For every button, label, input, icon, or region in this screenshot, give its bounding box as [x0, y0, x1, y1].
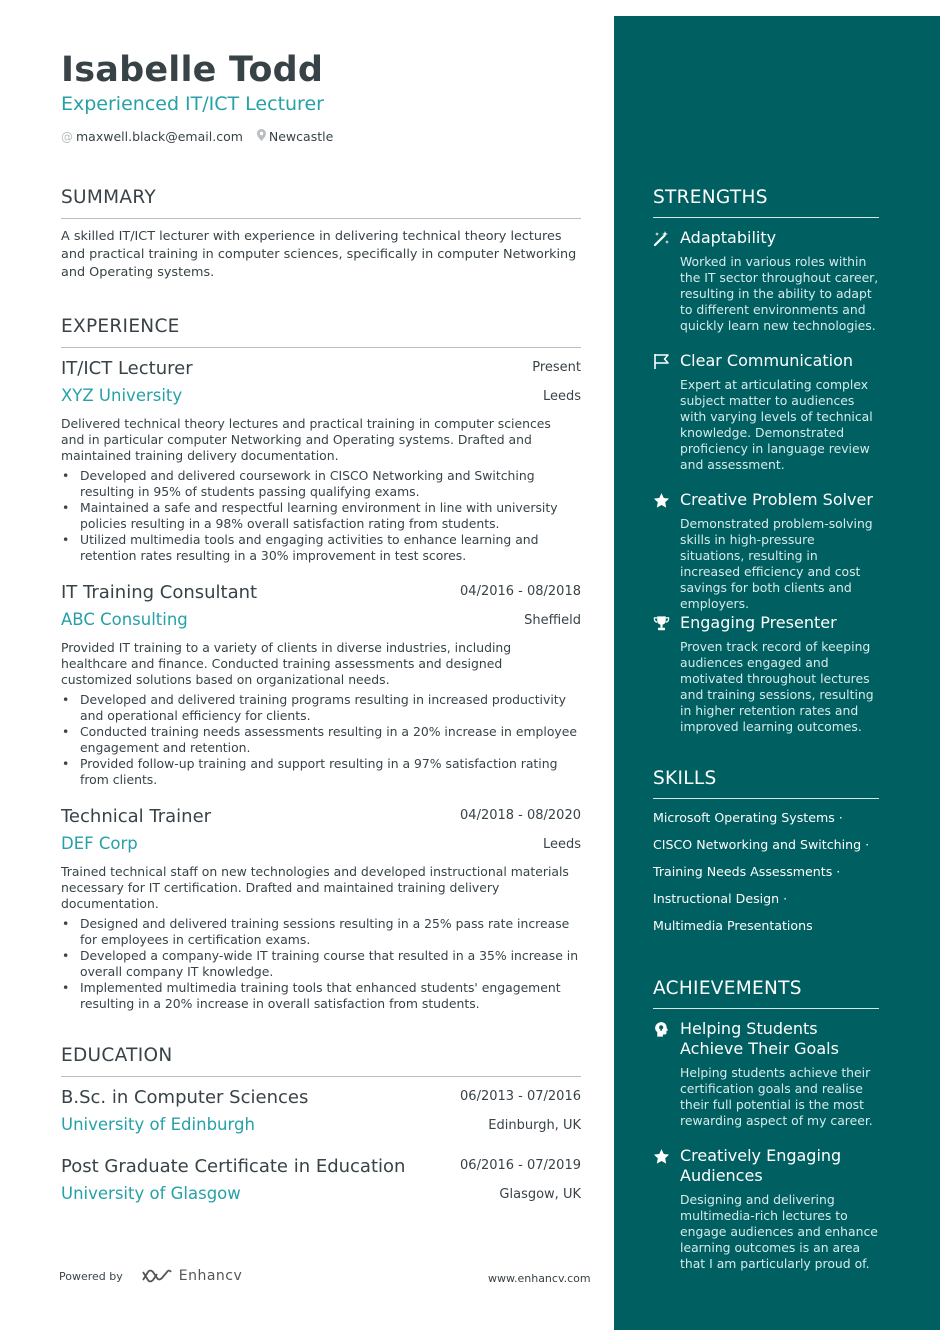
strength-title: Adaptability — [680, 228, 777, 247]
job-title: Technical Trainer — [61, 806, 212, 827]
experience-divider — [61, 347, 581, 348]
job-company: DEF Corp — [61, 834, 138, 853]
skill-item: Instructional Design · — [653, 891, 788, 906]
job-bullet: • Designed and delivered training sessions resulting in a 25% pass rate increase for employees in certification exams. — [61, 916, 581, 948]
achievements-divider — [653, 1008, 879, 1009]
email-text: maxwell.black@email.com — [76, 129, 243, 144]
school-name: University of Glasgow — [61, 1184, 241, 1203]
contact-info — [61, 129, 347, 144]
education-date: 06/2013 - 07/2016 — [460, 1089, 581, 1104]
summary-text: A skilled IT/ICT lecturer with experience in delivering technical theory lectures and practical training in computer sciences, specifically in computer Networking and Operating systems. — [61, 229, 577, 280]
strength-title: Creative Problem Solver — [680, 490, 873, 509]
skill-item: Microsoft Operating Systems · — [653, 810, 843, 825]
star-icon — [653, 1148, 671, 1166]
job-title: IT Training Consultant — [61, 582, 258, 603]
job-location: Leeds — [542, 389, 581, 404]
brand-name: Enhancv — [178, 1268, 243, 1284]
flag-icon — [653, 353, 671, 371]
job-bullet: • Utilized multimedia tools and engaging activities to enhance learning and retention rates resulting in a 30% improvement in test scores. — [61, 532, 581, 564]
candidate-name: Isabelle Todd — [61, 50, 324, 90]
footer-powered-by — [59, 1268, 242, 1284]
achievement-title: Creatively Engaging Audiences — [680, 1146, 842, 1185]
job-bullets — [61, 916, 581, 1012]
location-pin-icon — [257, 129, 266, 144]
job-date: Present — [532, 360, 581, 375]
degree-title: B.Sc. in Computer Sciences — [61, 1087, 309, 1108]
powered-by-text: Powered by — [59, 1269, 123, 1283]
achievement-title: Helping Students Achieve Their Goals — [680, 1019, 839, 1058]
skill-item: Multimedia Presentations — [653, 918, 813, 933]
job-date: 04/2016 - 08/2018 — [460, 584, 581, 599]
achievement-description: Designing and delivering multimedia-rich lectures to engage audiences and enhance learning outcomes is an area that I am particularly proud of. — [680, 1192, 878, 1271]
job-title: IT/ICT Lecturer — [61, 358, 193, 379]
headline: Experienced IT/ICT Lecturer — [61, 93, 324, 115]
job-bullets — [61, 468, 581, 564]
job-description: Trained technical staff on new technologies and developed instructional materials necessary for IT certification. Drafted and maintained training delivery documentation. — [61, 864, 569, 911]
strengths-divider — [653, 217, 879, 218]
skills-title: SKILLS — [653, 768, 717, 789]
job-bullets — [61, 692, 581, 788]
job-bullet: • Conducted training needs assessments resulting in a 20% increase in employee engagement and retention. — [61, 724, 581, 756]
job-bullet: • Implemented multimedia training tools that enhanced students' engagement resulting in a 20% increase in overall satisfaction from students. — [61, 980, 581, 1012]
footer-website[interactable]: www.enhancv.com — [488, 1272, 591, 1285]
enhancv-logo[interactable] — [141, 1268, 243, 1284]
strength-title: Engaging Presenter — [680, 613, 837, 632]
achievements-title: ACHIEVEMENTS — [653, 978, 802, 999]
strengths-title: STRENGTHS — [653, 187, 768, 208]
job-bullet: • Provided follow-up training and support resulting in a 97% satisfaction rating from clients. — [61, 756, 581, 788]
job-location: Sheffield — [524, 613, 581, 628]
education-date: 06/2016 - 07/2019 — [460, 1158, 581, 1173]
education-divider — [61, 1076, 581, 1077]
strength-description: Expert at articulating complex subject matter to audiences with varying levels of technical knowledge. Demonstrated proficiency in language review and assessment. — [680, 377, 873, 472]
strength-description: Worked in various roles within the IT sector throughout career, resulting in the ability to adapt to different environments and quickly learn new technologies. — [680, 254, 879, 333]
job-bullet: • Maintained a safe and respectful learning environment in line with university policies resulting in a 98% overall satisfaction rating from students. — [61, 500, 581, 532]
trophy-icon — [653, 615, 671, 633]
contact-location — [257, 129, 333, 144]
skill-item: CISCO Networking and Switching · — [653, 837, 870, 852]
education-title: EDUCATION — [61, 1045, 173, 1066]
enhancv-logo-icon — [141, 1268, 173, 1284]
achievement-description: Helping students achieve their certification goals and realise their full potential is the most rewarding aspect of my career. — [680, 1065, 873, 1128]
summary-divider — [61, 218, 581, 219]
experience-title: EXPERIENCE — [61, 316, 180, 337]
education-location: Glasgow, UK — [499, 1187, 581, 1202]
strength-description: Demonstrated problem-solving skills in high-pressure situations, resulting in increased efficiency and cost savings for both clients and employers. — [680, 516, 873, 611]
school-name: University of Edinburgh — [61, 1115, 255, 1134]
head-lightbulb-icon — [653, 1021, 671, 1039]
job-bullet: • Developed and delivered training programs resulting in increased productivity and operational efficiency for clients. — [61, 692, 581, 724]
job-company: ABC Consulting — [61, 610, 188, 629]
job-location: Leeds — [542, 837, 581, 852]
magic-wand-icon — [653, 230, 671, 248]
education-location: Edinburgh, UK — [488, 1118, 581, 1133]
location-text: Newcastle — [268, 129, 334, 144]
job-description: Delivered technical theory lectures and practical training in computer sciences and in particular computer Networking and Operating systems. Drafted and maintained training delivery documentation. — [61, 416, 551, 463]
skills-divider — [653, 798, 879, 799]
job-company: XYZ University — [61, 386, 183, 405]
degree-title: Post Graduate Certificate in Education — [61, 1156, 406, 1177]
job-bullet: • Developed a company-wide IT training course that resulted in a 35% increase in overall company IT knowledge. — [61, 948, 581, 980]
strength-description: Proven track record of keeping audiences engaged and motivated throughout lectures and training sessions, resulting in higher retention rates and improved learning outcomes. — [680, 639, 874, 734]
star-icon — [653, 492, 671, 510]
job-bullet: • Developed and delivered coursework in CISCO Networking and Switching resulting in 95% of students passing qualifying exams. — [61, 468, 581, 500]
contact-email[interactable] — [61, 129, 243, 144]
at-sign-icon: @ — [61, 129, 73, 144]
strength-title: Clear Communication — [680, 351, 854, 370]
job-description: Provided IT training to a variety of clients in diverse industries, including healthcare and finance. Conducted training assessments and designed customized solutions based on organizational needs. — [61, 640, 512, 687]
job-date: 04/2018 - 08/2020 — [460, 808, 581, 823]
sidebar-top-band — [614, 0, 940, 16]
summary-title: SUMMARY — [61, 187, 156, 208]
skill-item: Training Needs Assessments · — [653, 864, 841, 879]
